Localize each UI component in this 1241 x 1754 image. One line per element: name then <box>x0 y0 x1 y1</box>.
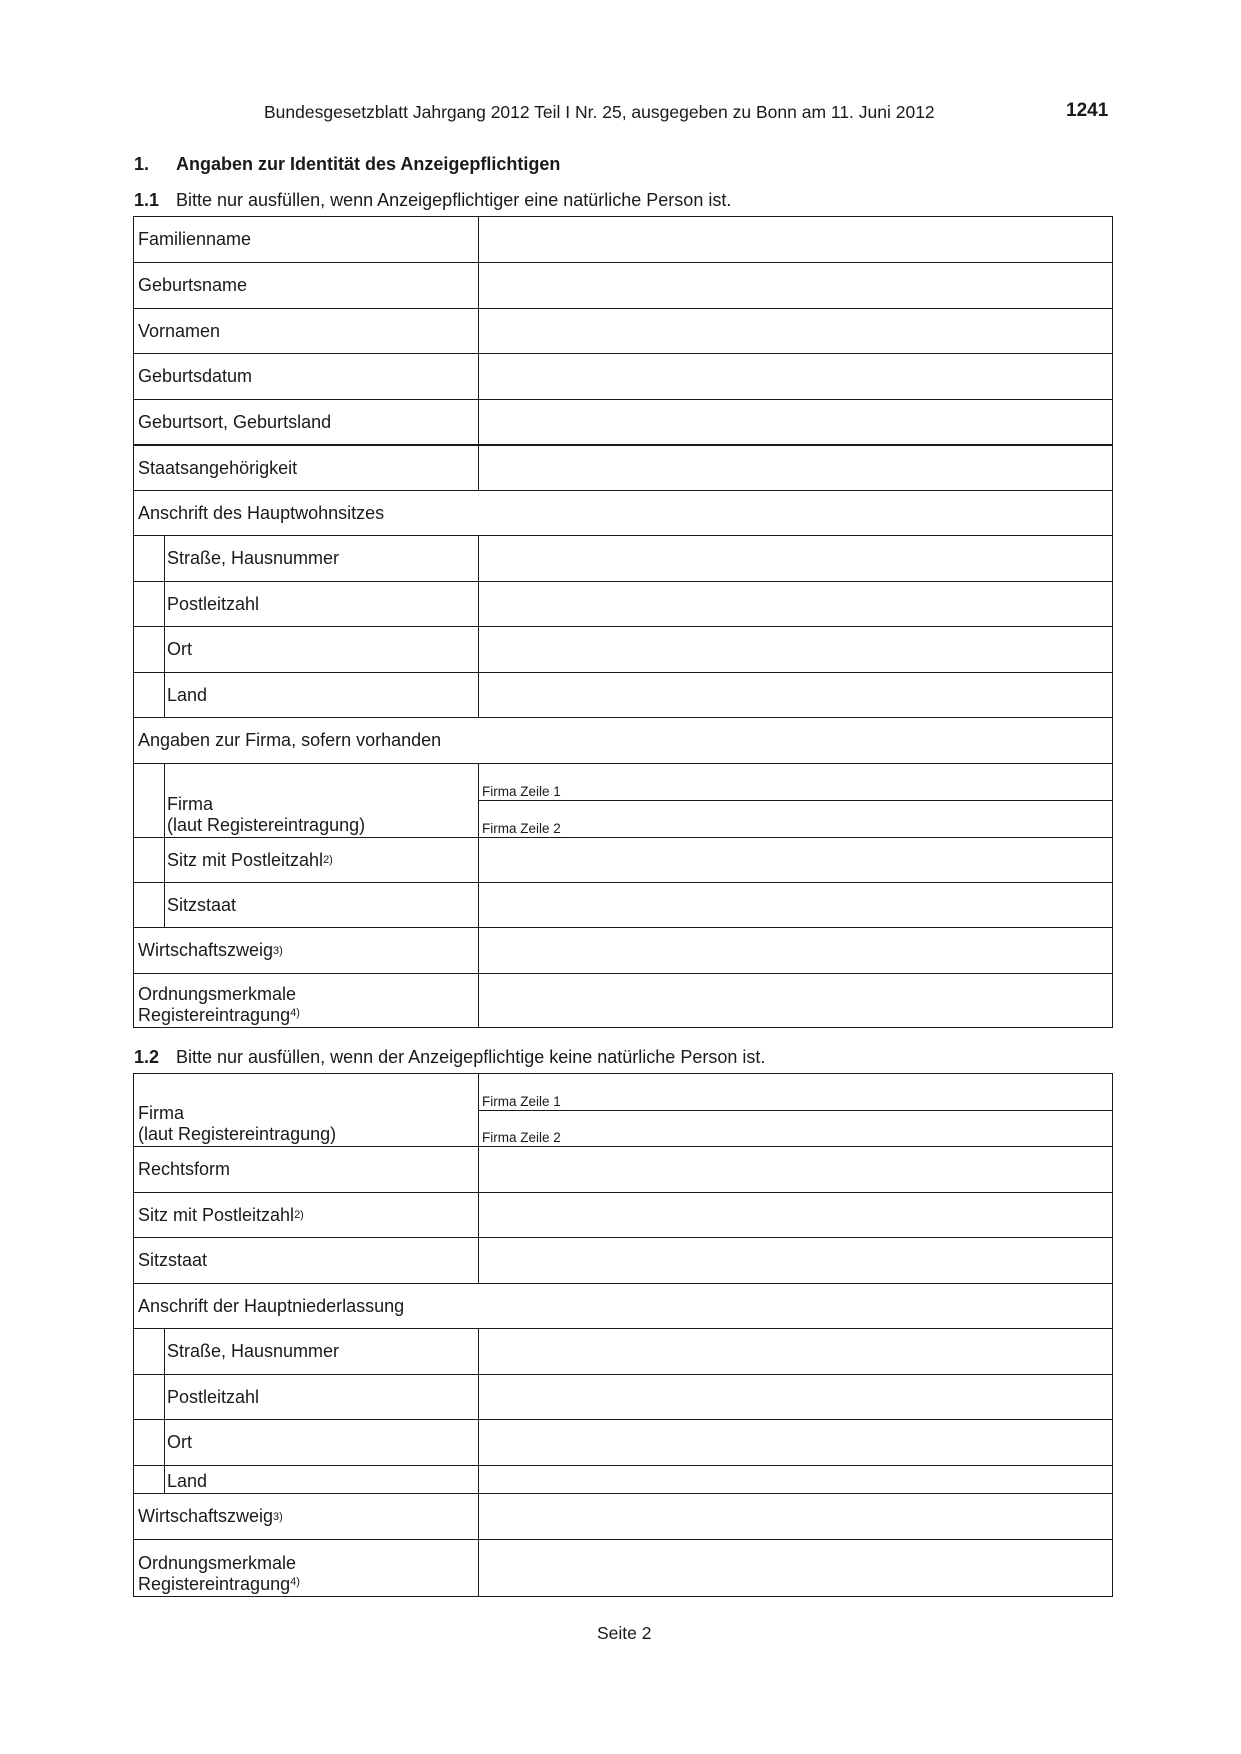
wirtschaftszweig-label-text: Wirtschaftszweig <box>138 1506 274 1526</box>
ordnung-label-text: Registereintragung <box>138 1005 291 1025</box>
firma-line-2-field[interactable]: Firma Zeile 2 <box>479 800 1112 837</box>
form-row <box>134 882 1112 927</box>
field-label: Vornamen <box>134 309 479 353</box>
firma-label-line: Firma <box>138 1103 184 1123</box>
subsection-1-1-heading <box>134 190 731 211</box>
geburtsname-field[interactable] <box>479 263 1112 308</box>
form-row <box>134 1283 1112 1328</box>
firma-line-1-field[interactable]: Firma Zeile 1 <box>482 1093 561 1109</box>
field-label: Sitzstaat <box>164 883 479 927</box>
sitz-label-text: Sitz mit Postleitzahl <box>138 1204 295 1225</box>
field-label: Postleitzahl <box>164 1375 479 1419</box>
form-row <box>134 399 1112 444</box>
section-number: 1. <box>134 154 150 174</box>
firma-line-1-field[interactable]: Firma Zeile 1 <box>482 784 561 799</box>
form-row <box>134 1074 1112 1146</box>
form-legal-entity <box>133 1073 1113 1597</box>
postleitzahl-field[interactable] <box>479 1375 1112 1419</box>
form-row <box>134 444 1112 490</box>
form-row <box>134 308 1112 353</box>
page-footer: Seite 2 <box>597 1623 652 1643</box>
address-group-heading: Anschrift der Hauptniederlassung <box>138 1295 405 1316</box>
field-label: Geburtsname <box>134 263 479 308</box>
sitzstaat-field[interactable] <box>479 1238 1112 1283</box>
field-label: Wirtschaftszweig 3) <box>134 928 479 973</box>
wirtschaftszweig-field[interactable] <box>479 1494 1112 1539</box>
form-row <box>134 490 1112 535</box>
footnote-marker: 4) <box>290 1007 300 1019</box>
sitzstaat-field[interactable] <box>479 883 1112 927</box>
form-row <box>134 1374 1112 1419</box>
form-row <box>134 763 1112 837</box>
form-row <box>134 1493 1112 1539</box>
ordnung-label-line <box>138 1005 300 1026</box>
form-row <box>134 1146 1112 1192</box>
form-row <box>134 1419 1112 1465</box>
form-row <box>134 672 1112 717</box>
firma-field <box>479 764 1112 837</box>
field-label: Sitz mit Postleitzahl 2) <box>164 838 479 882</box>
section-title: Angaben zur Identität des Anzeigepflichtigen <box>176 154 561 174</box>
field-label: Familienname <box>134 217 479 262</box>
form-row <box>134 1539 1112 1596</box>
strasse-field[interactable] <box>479 1329 1112 1374</box>
familienname-field[interactable] <box>479 217 1112 262</box>
form-row <box>134 626 1112 672</box>
footnote-marker: 4) <box>290 1576 300 1588</box>
address-group-heading: Anschrift des Hauptwohnsitzes <box>138 502 385 523</box>
ort-field[interactable] <box>479 1420 1112 1465</box>
form-row <box>134 1465 1112 1493</box>
field-label <box>134 1540 479 1596</box>
land-field[interactable] <box>479 1466 1112 1493</box>
firma-label-line: Firma <box>167 794 213 814</box>
form-row <box>134 581 1112 626</box>
subsection-text: Bitte nur ausfüllen, wenn der Anzeigepflichtige keine natürliche Person ist. <box>176 1047 766 1067</box>
field-label: Ort <box>164 627 479 672</box>
form-row <box>134 1237 1112 1283</box>
geburtsdatum-field[interactable] <box>479 354 1112 399</box>
wirtschaftszweig-field[interactable] <box>479 928 1112 973</box>
field-label <box>164 764 479 837</box>
field-label: Land <box>164 1466 479 1493</box>
field-label: Postleitzahl <box>164 582 479 626</box>
form-row <box>134 262 1112 308</box>
vornamen-field[interactable] <box>479 309 1112 353</box>
field-label: Straße, Hausnummer <box>164 536 479 581</box>
field-label: Sitz mit Postleitzahl 2) <box>134 1193 479 1237</box>
gazette-header: Bundesgesetzblatt Jahrgang 2012 Teil I Nr. 25, ausgegeben zu Bonn am 11. Juni 2012 <box>264 102 935 122</box>
subsection-number: 1.2 <box>134 1047 160 1067</box>
form-natural-person <box>133 216 1113 1028</box>
form-row <box>134 717 1112 763</box>
ordnung-label-text: Registereintragung <box>138 1574 291 1594</box>
firma-field <box>479 1074 1112 1146</box>
subsection-text: Bitte nur ausfüllen, wenn Anzeigepflichtiger eine natürliche Person ist. <box>176 190 732 210</box>
firma-label-line: (laut Registereintragung) <box>138 1124 337 1144</box>
land-field[interactable] <box>479 673 1112 717</box>
form-row <box>134 837 1112 882</box>
form-row <box>134 353 1112 399</box>
field-label: Sitzstaat <box>134 1238 479 1283</box>
wirtschaftszweig-label-text: Wirtschaftszweig <box>138 940 274 960</box>
form-row <box>134 535 1112 581</box>
field-label: Geburtsort, Geburtsland <box>134 400 479 444</box>
field-label: Wirtschaftszweig 3) <box>134 1494 479 1539</box>
firma-label-line: (laut Registereintragung) <box>167 815 366 835</box>
page-number: 1241 <box>1066 100 1109 121</box>
rechtsform-field[interactable] <box>479 1147 1112 1192</box>
form-row <box>134 217 1112 262</box>
form-row <box>134 1192 1112 1237</box>
field-label: Straße, Hausnummer <box>164 1329 479 1374</box>
field-label <box>134 1074 479 1146</box>
sitz-field[interactable] <box>479 838 1112 882</box>
field-label <box>134 974 479 1027</box>
ordnungsmerkmale-field[interactable] <box>479 1540 1112 1596</box>
subsection-number: 1.1 <box>134 190 160 210</box>
company-group-heading: Angaben zur Firma, sofern vorhanden <box>138 730 442 750</box>
form-row <box>134 973 1112 1027</box>
ordnung-label-line: Ordnungsmerkmale <box>138 1553 297 1573</box>
section-heading <box>134 154 560 175</box>
postleitzahl-field[interactable] <box>479 582 1112 626</box>
field-label: Land <box>164 673 479 717</box>
field-label: Rechtsform <box>134 1147 479 1192</box>
ordnungsmerkmale-field[interactable] <box>479 974 1112 1027</box>
subsection-1-2-heading <box>134 1047 765 1068</box>
form-row <box>134 1328 1112 1374</box>
geburtsort-field[interactable] <box>479 400 1112 444</box>
sitz-field[interactable] <box>479 1193 1112 1237</box>
strasse-field[interactable] <box>479 536 1112 581</box>
staatsangehoerigkeit-field[interactable] <box>479 446 1112 490</box>
field-label: Ort <box>164 1420 479 1465</box>
sitz-label-text: Sitz mit Postleitzahl <box>167 849 324 870</box>
ordnung-label-line <box>138 1574 300 1595</box>
field-label: Geburtsdatum <box>134 354 479 399</box>
ordnung-label-line: Ordnungsmerkmale <box>138 984 297 1004</box>
form-row <box>134 927 1112 973</box>
ort-field[interactable] <box>479 627 1112 672</box>
field-label: Staatsangehörigkeit <box>134 446 479 490</box>
firma-line-2-field[interactable]: Firma Zeile 2 <box>479 1110 1112 1147</box>
